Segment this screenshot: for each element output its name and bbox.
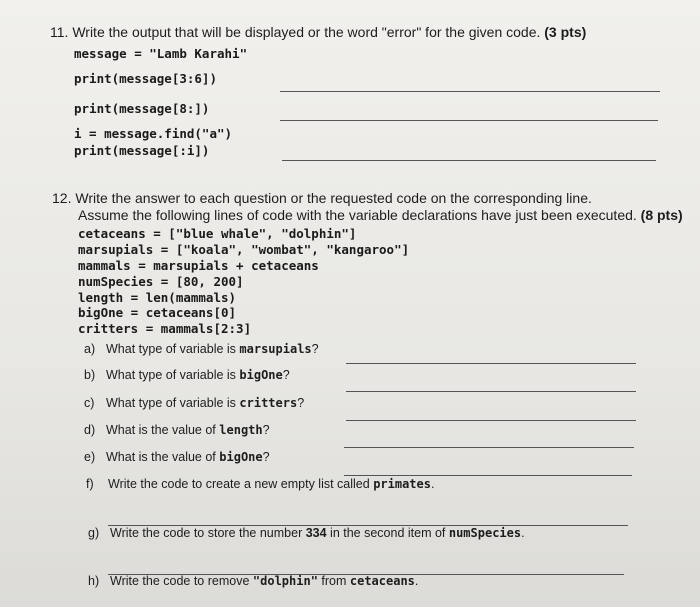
q12-item-e: e) What is the value of bigOne? — [84, 450, 270, 464]
q12-code-line: critters = mammals[2:3] — [78, 321, 252, 336]
q12-number: 12. — [52, 190, 72, 206]
q12-item-a: a) What type of variable is marsupials? — [84, 342, 319, 356]
q12-code-line: length = len(mammals) — [78, 290, 237, 305]
q11-points: (3 pts) — [544, 24, 587, 40]
q12-code-line: numSpecies = [80, 200] — [78, 274, 244, 289]
answer-line-e — [344, 475, 632, 476]
q11-code-line: print(message[:i]) — [74, 143, 210, 158]
answer-line-c — [346, 420, 636, 421]
q12-code-line: bigOne = cetaceans[0] — [78, 305, 237, 320]
q11-answer-line — [282, 160, 656, 161]
q12-item-g: g) Write the code to store the number 334 in the second item of numSpecies. — [88, 526, 525, 540]
q12-subheading — [78, 207, 683, 223]
q12-item-f: f) Write the code to create a new empty list called primates. — [86, 477, 435, 491]
answer-line-b — [346, 391, 636, 392]
q11-code-line: print(message[3:6]) — [74, 71, 217, 86]
answer-line-d — [344, 447, 634, 448]
q12-code-line: mammals = marsupials + cetaceans — [78, 258, 319, 273]
q11-answer-line — [280, 120, 658, 121]
q12-heading — [52, 190, 592, 206]
q11-prompt: Write the output that will be displayed or the word "error" for the given code. — [72, 24, 541, 40]
q12-item-c: c) What type of variable is critters? — [84, 396, 305, 410]
q12-item-b: b) What type of variable is bigOne? — [84, 368, 290, 382]
answer-line-a — [346, 363, 636, 364]
q11-number: 11. — [50, 24, 69, 40]
q12-item-d: d) What is the value of length? — [84, 423, 270, 437]
q11-heading — [50, 24, 586, 40]
q12-prompt-line2: Assume the following lines of code with the variable declarations have just been executed. — [78, 207, 637, 223]
q12-item-h: h) Write the code to remove "dolphin" from cetaceans. — [88, 574, 419, 588]
q12-points: (8 pts) — [640, 207, 683, 223]
q12-code-line: marsupials = ["koala", "wombat", "kangaroo"] — [78, 242, 410, 257]
q11-code-line: i = message.find("a") — [74, 126, 233, 141]
q12-prompt-line1: Write the answer to each question or the requested code on the corresponding line. — [75, 190, 592, 206]
q11-code-line: print(message[8:]) — [74, 101, 210, 116]
q11-code-line: message = "Lamb Karahi" — [74, 46, 248, 61]
q11-answer-line — [280, 91, 660, 92]
q12-code-line: cetaceans = ["blue whale", "dolphin"] — [78, 226, 357, 241]
